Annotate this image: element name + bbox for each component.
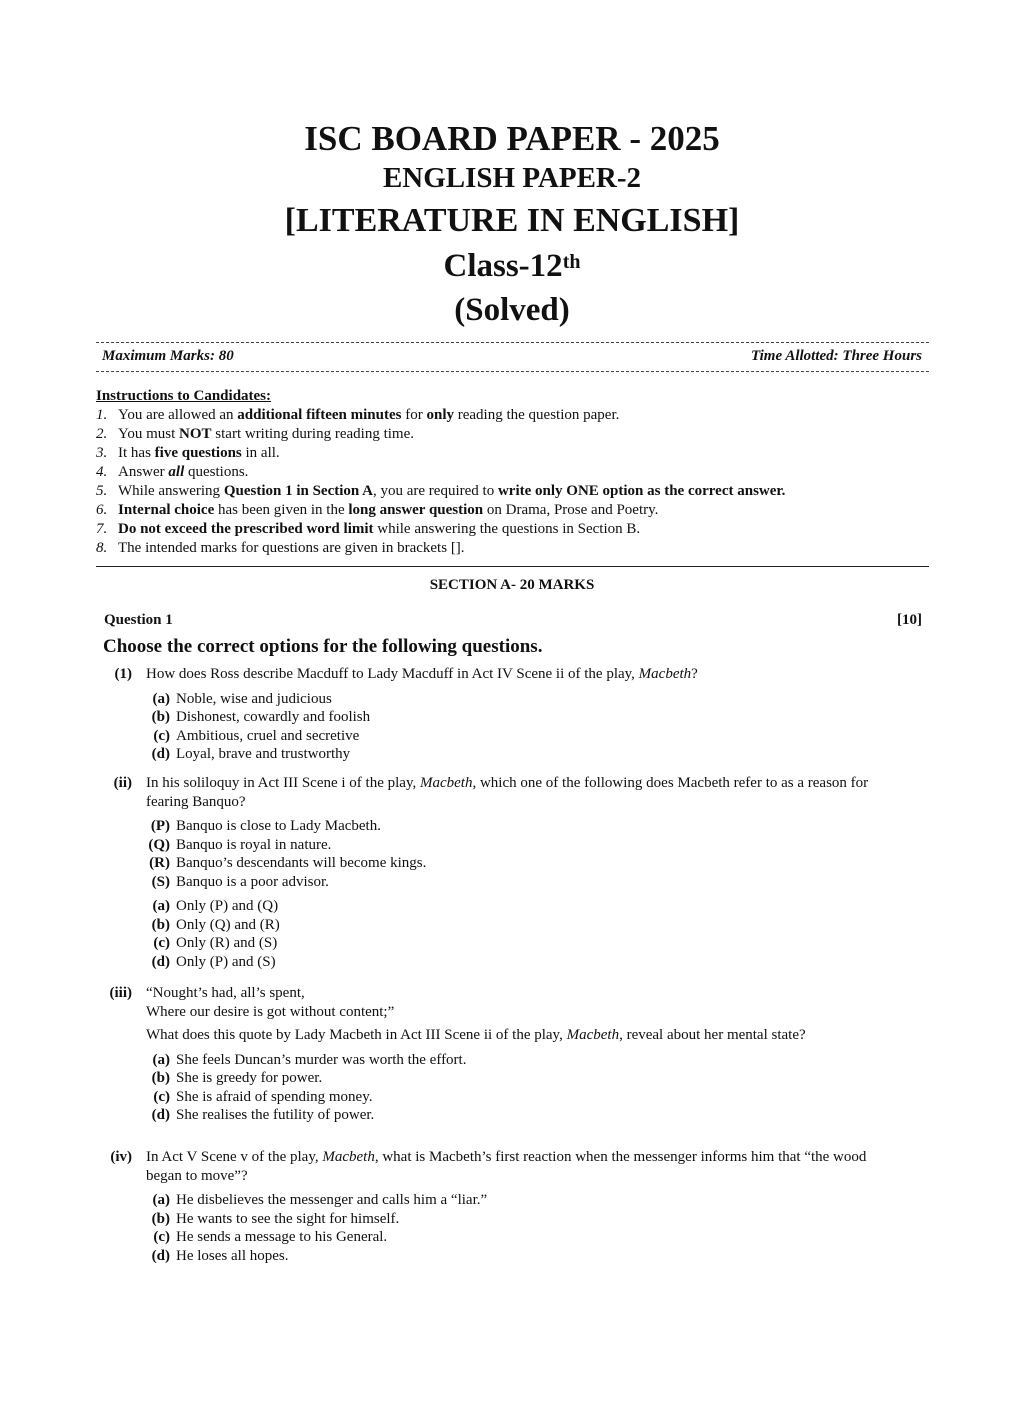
question-number: (ii)	[113, 775, 132, 791]
option-label: (b)	[151, 1070, 170, 1086]
text-run: Macbeth	[566, 1027, 620, 1043]
option-text: He loses all hopes.	[176, 1247, 289, 1264]
instruction-item	[96, 482, 936, 501]
question-item	[100, 665, 890, 764]
option-text: He disbelieves the messenger and calls him a “liar.”	[176, 1192, 488, 1208]
instruction-number: 6.	[96, 502, 108, 518]
section-title: SECTION A- 20 MARKS	[429, 577, 595, 593]
option-item	[146, 1210, 890, 1229]
question-text	[146, 1148, 890, 1185]
text-run: NOT	[179, 426, 212, 442]
option-list	[146, 1191, 890, 1265]
option-text: Loyal, brave and trustworthy	[176, 746, 351, 762]
question-label: Question 1	[104, 612, 173, 628]
question-item	[100, 1148, 890, 1265]
text-run: write only ONE option as the correct answer.	[497, 483, 786, 499]
option-text: She realises the futility of power.	[176, 1107, 375, 1123]
instruction-number: 4.	[96, 464, 108, 480]
text-run: Macbeth	[638, 666, 692, 682]
question-item	[100, 984, 890, 1125]
text-run: In Act V Scene v of the play,	[146, 1149, 323, 1165]
quote-line: Where our desire is got without content;”	[146, 1003, 395, 1020]
text-run: reading the question paper.	[454, 407, 620, 423]
option-label: (c)	[153, 1229, 170, 1245]
option-text: She is greedy for power.	[176, 1070, 323, 1086]
text-run: The intended marks for questions are given in brackets [].	[118, 540, 465, 556]
option-text: He sends a message to his General.	[176, 1229, 388, 1245]
quote-line: “Nought’s had, all’s spent,	[146, 985, 305, 1001]
text-run: on Drama, Prose and Poetry.	[483, 502, 659, 518]
text-run: Macbeth	[322, 1149, 375, 1165]
option-label: (a)	[152, 690, 170, 707]
instruction-item	[96, 501, 936, 520]
option-item	[146, 953, 890, 972]
instruction-number: 5.	[96, 483, 108, 499]
instruction-number: 3.	[96, 445, 108, 461]
text-run: , what is Macbeth’s first reaction when the messenger informs him that “the wood began to move”?	[146, 1149, 867, 1184]
option-list	[146, 897, 890, 971]
text-run: You are allowed an	[118, 407, 238, 423]
question-text	[146, 665, 890, 684]
option-list	[146, 690, 890, 764]
statement-label: (S)	[151, 873, 170, 890]
instruction-number: 7.	[96, 521, 108, 537]
paper-title: ISC BOARD PAPER - 2025	[304, 119, 720, 158]
statement-text: Banquo is a poor advisor.	[176, 873, 329, 890]
statement-item	[146, 873, 890, 892]
option-label: (b)	[151, 916, 170, 933]
option-item	[146, 708, 890, 727]
text-run: has been given in the	[214, 502, 349, 518]
option-text: Only (P) and (Q)	[176, 898, 279, 914]
option-item	[146, 916, 890, 935]
instructions-heading: Instructions to Candidates:	[96, 388, 272, 404]
statement-text: Banquo is royal in nature.	[176, 836, 332, 853]
option-item	[146, 897, 890, 916]
text-run: Macbeth	[419, 775, 473, 791]
class-label: Class-12	[443, 248, 563, 284]
text-run: in all.	[241, 445, 280, 461]
statement-text: Banquo’s descendants will become kings.	[176, 855, 427, 871]
divider-bottom	[96, 371, 929, 372]
option-text: He wants to see the sight for himself.	[176, 1210, 400, 1227]
statement-label: (Q)	[148, 836, 170, 853]
instructions	[96, 387, 936, 558]
text-run: while answering the questions in Section B.	[373, 521, 641, 537]
question-text	[146, 1026, 890, 1045]
text-run: In his soliloquy in Act III Scene i of the play,	[146, 775, 420, 791]
option-text: She feels Duncan’s murder was worth the effort.	[176, 1051, 467, 1068]
option-item	[146, 1228, 890, 1247]
statement-item	[146, 854, 890, 873]
class-line	[0, 244, 1024, 288]
option-label: (c)	[153, 1088, 170, 1105]
option-text: Only (R) and (S)	[176, 935, 278, 951]
option-text: Ambitious, cruel and secretive	[176, 727, 360, 744]
option-label: (a)	[152, 1192, 170, 1208]
text-run: What does this quote by Lady Macbeth in Act III Scene ii of the play,	[146, 1027, 567, 1043]
max-marks: Maximum Marks: 80	[102, 348, 234, 364]
option-label: (b)	[151, 709, 170, 725]
option-label: (a)	[152, 1051, 170, 1068]
instruction-number: 8.	[96, 540, 108, 556]
statement-label: (R)	[149, 855, 170, 871]
text-run: , which one of the following does Macbeth refer to as a reason for fearing Banquo?	[146, 775, 869, 810]
question-header	[104, 612, 922, 629]
text-run: Do not exceed the prescribed word limit	[118, 521, 374, 537]
instructions-list	[96, 406, 936, 558]
paper-subtitle: ENGLISH PAPER-2	[382, 162, 642, 194]
option-label: (d)	[151, 953, 170, 970]
option-label: (c)	[153, 935, 170, 951]
text-run: , you are required to	[373, 483, 498, 499]
instruction-number: 2.	[96, 426, 108, 442]
option-item	[146, 1106, 890, 1125]
statement-text: Banquo is close to Lady Macbeth.	[176, 818, 381, 834]
option-item	[146, 727, 890, 746]
text-run: start writing during reading time.	[211, 426, 414, 442]
statement-item	[146, 836, 890, 855]
option-text: Dishonest, cowardly and foolish	[176, 709, 371, 725]
section-rule	[96, 566, 929, 567]
question-marks: [10]	[897, 612, 922, 628]
text-run: for	[401, 407, 427, 423]
instruction-number: 1.	[96, 407, 108, 423]
question-quote	[146, 984, 890, 1021]
text-run: Internal choice	[118, 502, 215, 518]
option-item	[146, 690, 890, 709]
text-run: long answer question	[348, 502, 484, 518]
instruction-item	[96, 463, 936, 482]
option-item	[146, 1191, 890, 1210]
option-item	[146, 1069, 890, 1088]
text-run: , reveal about her mental state?	[619, 1027, 806, 1043]
question-prompt: Choose the correct options for the following questions.	[103, 636, 543, 657]
instruction-item	[96, 444, 936, 463]
text-run: Answer	[118, 464, 169, 480]
option-label: (d)	[151, 1107, 170, 1123]
statement-label: (P)	[150, 818, 170, 834]
option-label: (a)	[152, 898, 170, 914]
paper-name: [LITERATURE IN ENGLISH]	[284, 202, 740, 239]
class-suffix: th	[562, 251, 581, 273]
text-run: It has	[118, 445, 155, 461]
solved-status: (Solved)	[454, 292, 570, 328]
instruction-item	[96, 425, 936, 444]
option-item	[146, 1247, 890, 1266]
text-run: How does Ross describe Macduff to Lady Macduff in Act IV Scene ii of the play,	[146, 666, 639, 682]
option-text: Only (Q) and (R)	[176, 916, 280, 933]
option-list	[146, 1051, 890, 1125]
instruction-item	[96, 539, 936, 558]
option-item	[146, 745, 890, 764]
option-text: Noble, wise and judicious	[176, 690, 332, 707]
text-run: ?	[691, 666, 698, 682]
option-label: (c)	[153, 727, 170, 744]
time-allotted: Time Allotted: Three Hours	[751, 348, 922, 364]
text-run: additional fifteen minutes	[237, 407, 402, 423]
option-text: Only (P) and (S)	[176, 953, 276, 970]
marks-row	[102, 348, 922, 365]
question-number: (iv)	[110, 1149, 132, 1165]
option-item	[146, 934, 890, 953]
instruction-item	[96, 406, 936, 425]
text-run: five questions	[154, 445, 242, 461]
instruction-item	[96, 520, 936, 539]
option-item	[146, 1051, 890, 1070]
question-number: (1)	[114, 666, 132, 682]
question-text	[146, 774, 890, 811]
text-run: Question 1 in Section A	[223, 483, 373, 499]
divider-top	[96, 342, 929, 343]
text-run: You must	[118, 426, 180, 442]
statement-item	[146, 817, 890, 836]
option-item	[146, 1088, 890, 1107]
question-item	[100, 774, 890, 971]
option-label: (b)	[151, 1210, 170, 1227]
text-run: While answering	[118, 483, 224, 499]
option-label: (d)	[151, 746, 170, 762]
option-label: (d)	[151, 1247, 170, 1264]
title-block	[0, 118, 1024, 332]
text-run: all	[168, 464, 185, 480]
text-run: only	[426, 407, 454, 423]
option-text: She is afraid of spending money.	[176, 1088, 373, 1105]
text-run: questions.	[184, 464, 249, 480]
statement-list	[146, 817, 890, 891]
question-number: (iii)	[109, 985, 132, 1001]
